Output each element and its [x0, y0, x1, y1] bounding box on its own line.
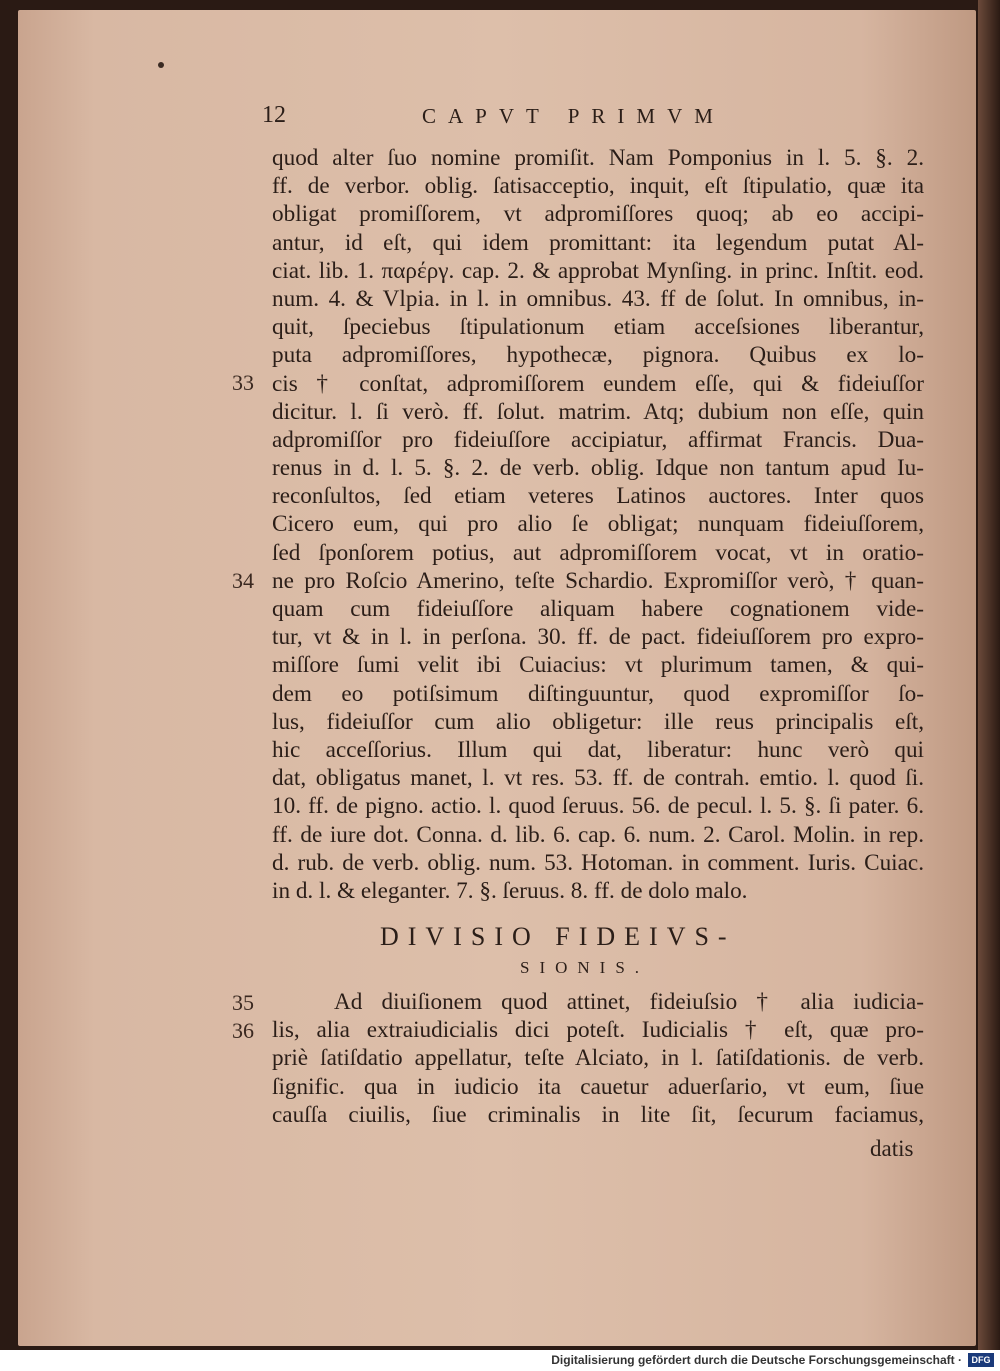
section-text-block: [272, 988, 924, 1129]
page-number: 12: [262, 102, 286, 128]
text-line: quit, ſpeciebus ſtipulationum etiam acceſsiones liberantur,: [272, 314, 924, 341]
text-line: lis, alia extraiudicialis dici poteſt. Iudicialis † eſt, quæ pro-: [272, 1017, 924, 1044]
text-line: cauſſa ciuilis, ſiue criminalis in lite ſit, ſecurum faciamus,: [272, 1101, 924, 1128]
text-line: hic acceſſorius. Illum qui dat, liberatur: hunc verò qui: [272, 736, 924, 763]
section-heading: DIVISIO FIDEIVS-: [380, 922, 736, 951]
text-line: Cicero eum, qui pro alio ſe obligat; nunquam fideiuſſorem,: [272, 511, 924, 538]
text-line: priè ſatiſdatio appellatur, teſte Alciato, in l. ſatiſdationis. de verb.: [272, 1045, 924, 1072]
text-line: antur, id eſt, qui idem promittant: ita legendum putat Al-: [272, 229, 924, 256]
text-line: d. rub. de verb. oblig. num. 53. Hotoman. in comment. Iuris. Cuiac.: [272, 849, 924, 876]
text-line: puta adpromiſſores, hypothecæ, pignora. Quibus ex lo-: [272, 342, 924, 369]
text-line: dicitur. l. ſi verò. ff. ſolut. matrim. Atq; dubium non eſſe, quin: [272, 398, 924, 425]
main-text-block: [272, 144, 924, 905]
digitization-footer: [0, 1350, 1000, 1371]
text-line: ff. de iure dot. Conna. d. lib. 6. cap. 6. num. 2. Carol. Molin. in rep.: [272, 821, 924, 848]
text-line: tur, vt & in l. in perſona. 30. ff. de pact. fideiuſſorem pro expro-: [272, 624, 924, 651]
margin-number-36: 36: [232, 1018, 254, 1043]
section-heading-continued: SIONIS.: [520, 958, 650, 977]
text-line: renus in d. l. 5. §. 2. de verb. oblig. Idque non tantum apud Iu-: [272, 455, 924, 482]
text-line: cis † conſtat, adpromiſſorem eundem eſſe, qui & fideiuſſor: [272, 370, 924, 397]
text-line: ſignific. qua in iudicio ita cauetur aduerſario, vt eum, ſiue: [272, 1073, 924, 1100]
text-line: obligat promiſſorem, vt adpromiſſores quoq; ab eo accipi-: [272, 201, 924, 228]
text-line: 10. ff. de pigno. actio. l. quod ſeruus. 56. de pecul. l. 5. §. ſi pater. 6.: [272, 793, 924, 820]
page-header: [262, 102, 782, 132]
text-line: ciat. lib. 1. παρέργ. cap. 2. & approbat Mynſing. in princ. Inſtit. eod.: [272, 257, 924, 284]
catchword: datis: [870, 1136, 914, 1161]
footer-credit: Digitalisierung gefördert durch die Deutsche Forschungsgemeinschaft ·: [551, 1353, 962, 1367]
running-title: CAPVT PRIMVM: [422, 104, 725, 128]
text-line: Ad diuiſionem quod attinet, fideiuſsio † alia iudicia-: [334, 989, 924, 1015]
text-line: in d. l. & eleganter. 7. §. ſeruus. 8. ff. de dolo malo.: [272, 877, 748, 904]
text-line: ſed ſponſorem potius, aut adpromiſſorem vocat, vt in oratio-: [272, 539, 924, 566]
text-line: lus, fideiuſſor cum alio obligetur: ille reus principalis eſt,: [272, 708, 924, 735]
text-line: ff. de verbor. oblig. ſatisacceptio, inquit, eſt ſtipulatio, quæ ita: [272, 173, 924, 200]
binding-edge: [978, 0, 1000, 1350]
ink-spot: [158, 62, 164, 68]
text-line: quod alter ſuo nomine promiſit. Nam Pomponius in l. 5. §. 2.: [272, 145, 924, 171]
dfg-logo: DFG: [968, 1353, 994, 1367]
margin-number-34: 34: [232, 568, 254, 593]
text-line: reconſultos, ſed etiam veteres Latinos auctores. Inter quos: [272, 483, 924, 510]
text-line: miſſore ſumi velit ibi Cuiacius: vt plurimum tamen, & qui-: [272, 652, 924, 679]
text-line: dem eo potiſsimum diſtinguuntur, quod expromiſſor ſo-: [272, 680, 924, 707]
text-line: num. 4. & Vlpia. in l. in omnibus. 43. ff de ſolut. In omnibus, in-: [272, 285, 924, 312]
text-line: adpromiſſor pro fideiuſſore accipiatur, affirmat Francis. Dua-: [272, 426, 924, 453]
text-line: dat, obligatus manet, l. vt res. 53. ff. de contrah. emtio. l. quod ſi.: [272, 765, 924, 792]
margin-number-33: 33: [232, 370, 254, 395]
text-line: quam cum fideiuſſore aliquam habere cognationem vide-: [272, 596, 924, 622]
text-line: ne pro Roſcio Amerino, teſte Schardio. Expromiſſor verò, † quan-: [272, 567, 924, 594]
margin-number-35: 35: [232, 990, 254, 1015]
